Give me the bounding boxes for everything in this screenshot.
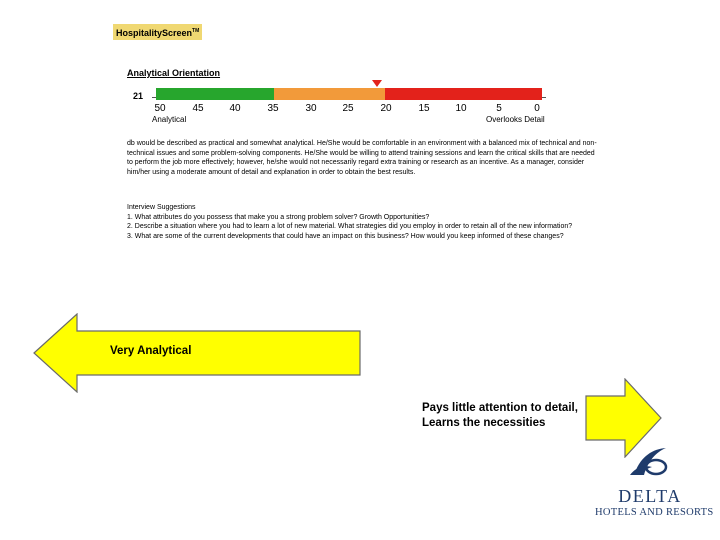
detail-label-line1: Pays little attention to detail, bbox=[422, 402, 578, 414]
suggestion-item: 3. What are some of the current developments that could have an impact on this business? How would you keep informed of these changes? bbox=[127, 232, 564, 240]
scale-tick: 25 bbox=[342, 103, 354, 114]
suggestion-item: 1. What attributes do you possess that make you a strong problem solver? Growth Opportunities? bbox=[127, 213, 430, 221]
interview-suggestions bbox=[127, 203, 597, 241]
brand-tag bbox=[113, 24, 202, 40]
scale-tick: 15 bbox=[418, 103, 430, 114]
scale-tick: 50 bbox=[154, 103, 166, 114]
scale-tick: 20 bbox=[380, 103, 392, 114]
logo-subtitle: HOTELS AND RESORTS bbox=[595, 507, 714, 518]
scale-tick: 35 bbox=[267, 103, 279, 114]
description-text: db would be described as practical and somewhat analytical. He/She would be comfortable in an environment with a balanced mix of technical and non-technical issues and some problem-solving components. He/She would be willing to attend training sessions and learn the critical skills that are needed to perform the job more effectively; however, he/she would not necessarily regard extra training or research as an incentive. As a manager, consider him/her using a moderate amount of detail and explanation in order to obtain the best results. bbox=[127, 140, 597, 176]
scale-bar-orange bbox=[274, 88, 385, 100]
scale-tick: 30 bbox=[305, 103, 317, 114]
left-arrow-icon bbox=[33, 313, 363, 393]
detail-label bbox=[422, 401, 578, 431]
scale-left-label: Analytical bbox=[152, 115, 187, 124]
suggestion-item: 2. Describe a situation where you had to learn a lot of new material. What strategies did you employ in order to retain all of the new information? bbox=[127, 223, 573, 230]
score-value: 21 bbox=[133, 91, 144, 101]
scale-tick: 0 bbox=[534, 103, 540, 114]
section-title: Analytical Orientation bbox=[127, 68, 221, 78]
scale-tick: 5 bbox=[496, 103, 502, 114]
logo-wordmark: DELTA bbox=[618, 486, 682, 506]
delta-logo bbox=[595, 445, 714, 518]
scale-right-label: Overlooks Detail bbox=[486, 115, 545, 124]
scale-bar-green bbox=[156, 88, 274, 100]
detail-label-line2: Learns the necessities bbox=[422, 417, 546, 429]
delta-emblem-icon bbox=[626, 445, 674, 479]
trademark-mark: TM bbox=[192, 28, 200, 34]
scale-tick: 45 bbox=[192, 103, 204, 114]
score-marker-icon bbox=[372, 80, 382, 87]
scale-tick: 40 bbox=[229, 103, 241, 114]
scale-tick: 10 bbox=[455, 103, 467, 114]
very-analytical-label: Very Analytical bbox=[110, 345, 192, 357]
brand-name: HospitalityScreen bbox=[116, 28, 193, 38]
suggestions-title: Interview Suggestions bbox=[127, 204, 196, 211]
scale-bar-red bbox=[385, 88, 542, 100]
